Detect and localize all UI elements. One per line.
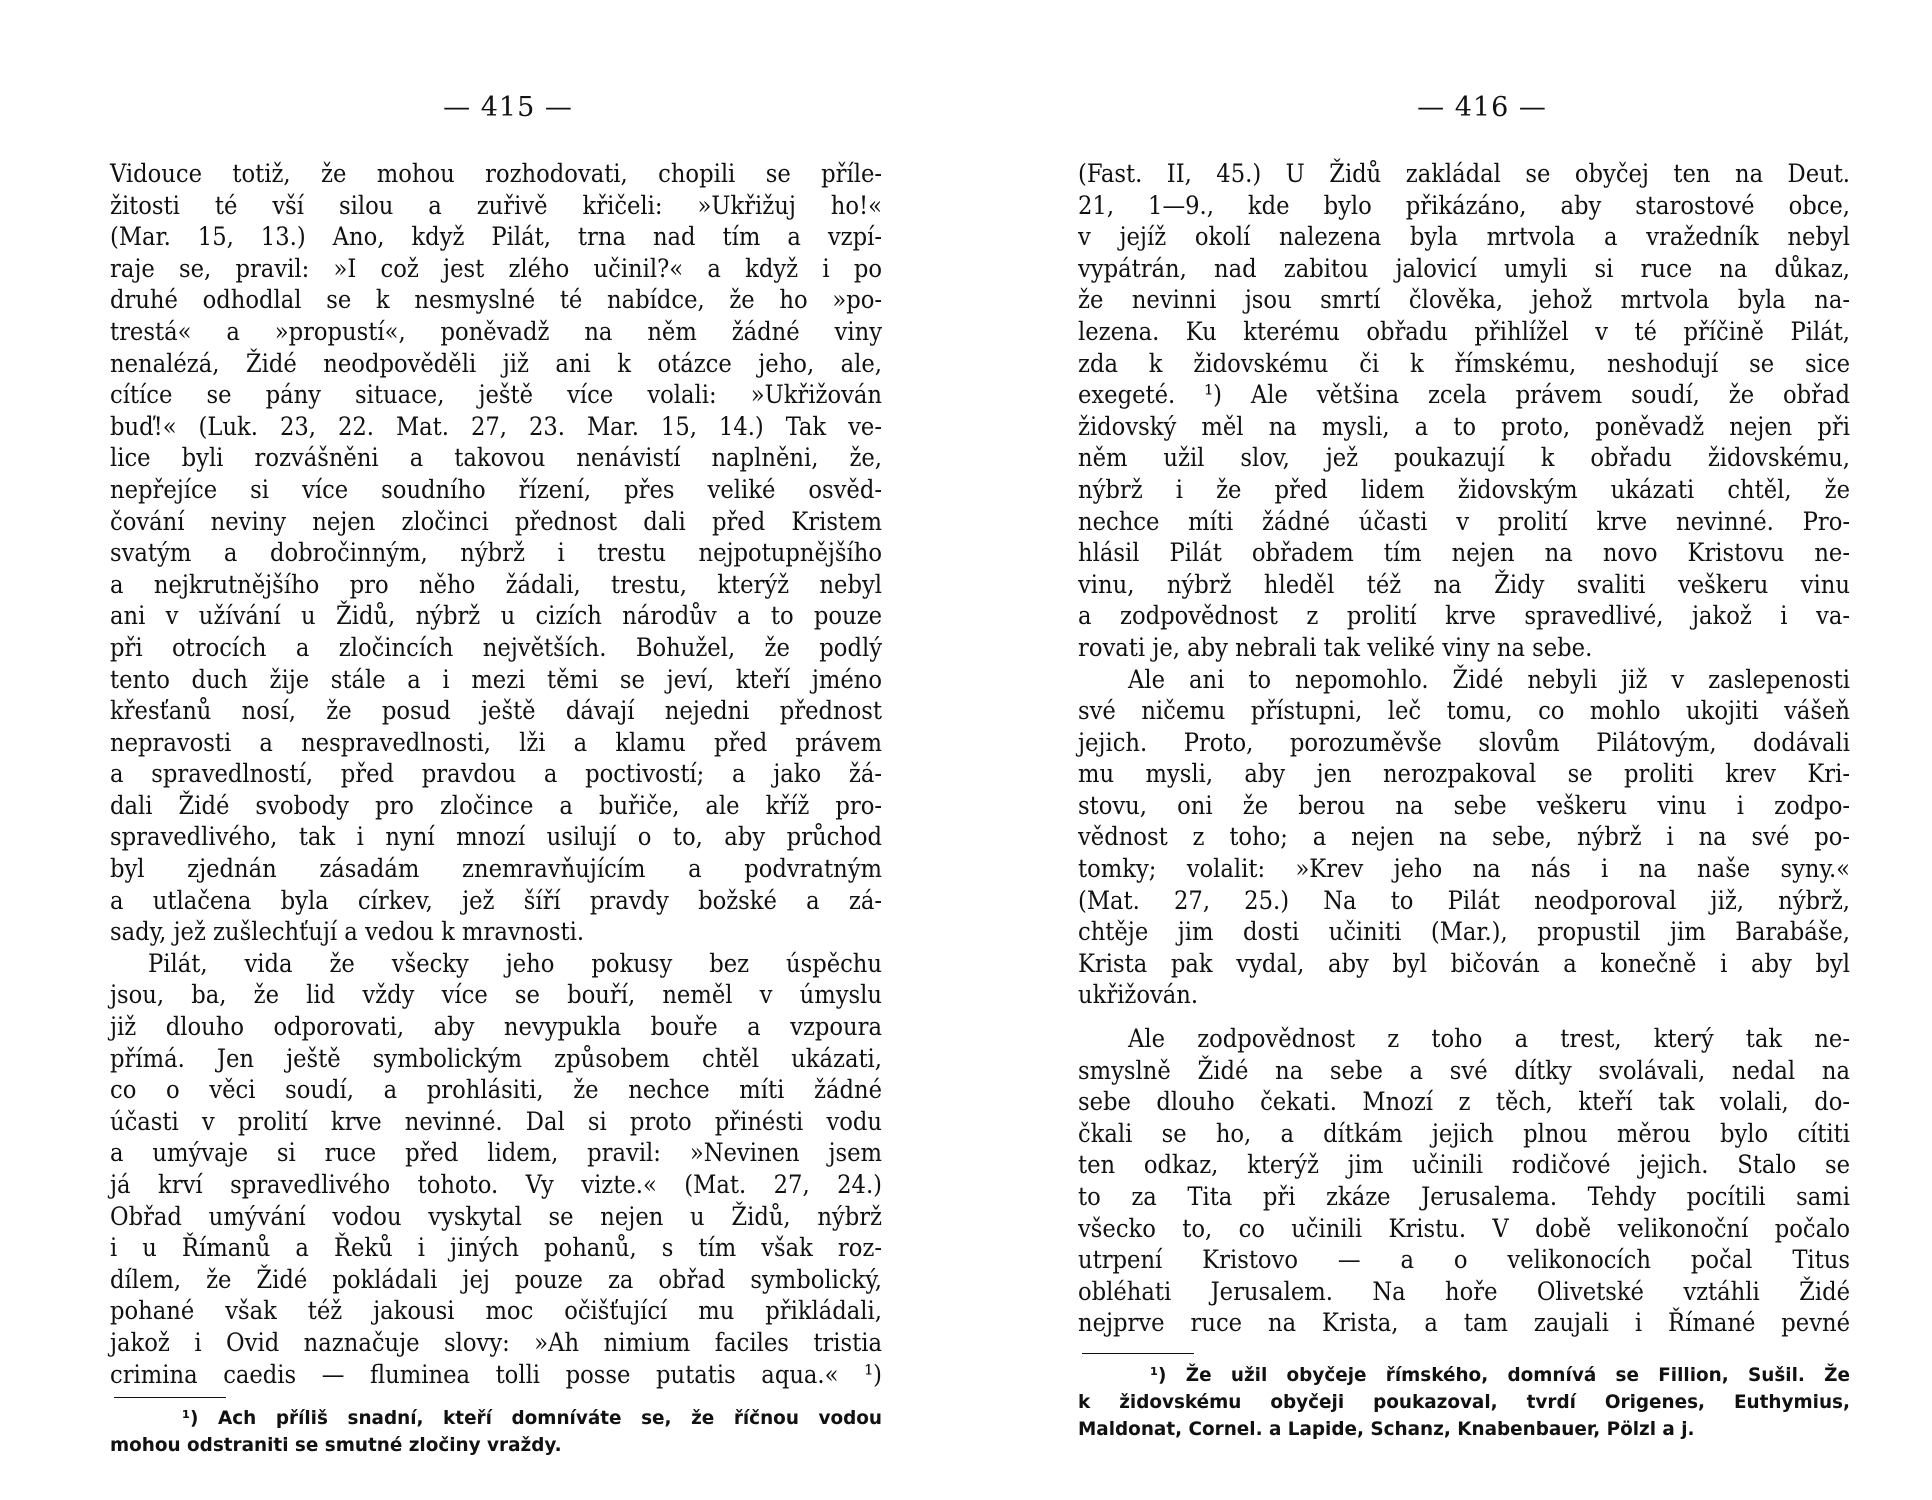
text-line: mu mysli, aby jen nerozpakoval se proliti krev Kri- [1078,759,1850,789]
text-line: a zodpovědnost z prolití krve spravedlivé, jakož i va- [1078,601,1850,631]
text-line: žitosti té vší silou a zuřivě křičeli: »Ukřižuj ho!« [110,190,882,220]
text-line: vypátrán, nad zabitou jalovicí umyli si ruce na důkaz, [1078,253,1850,283]
text-line: dílem, že Židé pokládali jej pouze za obřad symbolický, [110,1264,882,1294]
text-line: jsou, ba, že lid vždy více se bouří, neměl v úmyslu [110,980,882,1010]
text-line: chtěje jim dosti učiniti (Mar.), propustil jim Barabáše, [1078,917,1850,947]
text-line: druhé odhodlal se k nesmyslné té nabídce, že ho »po- [110,285,882,315]
text-line: obléhati Jerusalem. Na hoře Olivetské vztáhli Židé [1078,1276,1850,1306]
text-line: čkali se ho, a dítkám jejich plnou měrou bylo cítiti [1078,1118,1850,1148]
text-line: všecko to, co učinili Kristu. V době velikonoční počalo [1078,1213,1850,1243]
body-text [1078,158,1850,1339]
text-line: Ale zodpovědnost z toho a trest, který tak ne- [1128,1024,1850,1054]
text-line: vědnost z toho; a nejen na sebe, nýbrž i na své po- [1078,822,1850,852]
text-line: (Mat. 27, 25.) Na to Pilát neodporoval již, nýbrž, [1078,885,1850,915]
text-line: i u Římanů a Řeků i jiných pohanů, s tím však roz- [110,1233,882,1263]
text-line: stovu, oni že berou na sebe veškeru vinu i zodpo- [1078,790,1850,820]
footnote [1078,1362,1850,1443]
text-line: své ničemu přístupni, leč tomu, co mohlo ukojiti vášeň [1078,696,1850,726]
text-line: nepřejíce si více soudního řízení, přes veliké osvěd- [110,474,882,504]
footnote-line: mohou odstraniti se smutné zločiny vraždy. [110,1435,562,1456]
text-line: zda k židovskému či k římskému, neshodují se sice [1078,348,1850,378]
text-line: účasti v prolití krve nevinné. Dal si proto přinésti vodu [110,1106,882,1136]
text-line: ten odkaz, kterýž jim učinili rodičové jejich. Stalo se [1078,1150,1850,1180]
footnote-line: k židovskému obyčeji poukazoval, tvrdí Origenes, Euthymius, [1078,1392,1850,1413]
text-line: Ale ani to nepomohlo. Židé nebyli již v zaslepenosti [1128,664,1850,694]
text-line: spravedlivého, tak i nyní mnozí usilují o to, aby průchod [110,822,882,852]
text-line: Obřad umývání vodou vyskytal se nejen u Židů, nýbrž [110,1201,882,1231]
text-line: utrpení Kristovo — a o velikonocích počal Titus [1078,1245,1850,1275]
text-line: (Mar. 15, 13.) Ano, když Pilát, trna nad tím a vzpí- [110,222,882,252]
text-line: tento duch žije stále a i mezi těmi se jeví, kteří jméno [110,664,882,694]
text-line: a utlačena byla církev, jež šíří pravdy božské a zá- [110,885,882,915]
text-line: Krista pak vydal, aby byl bičován a konečně i aby byl [1078,948,1850,978]
text-line: a umývaje si ruce před lidem, pravil: »Nevinen jsem [110,1138,882,1168]
footnote-line: ¹) Že užil obyčeje římského, domnívá se Fillion, Sušil. Že [1150,1365,1850,1386]
text-line: že nevinni jsou smrtí člověka, jehož mrtvola byla na- [1078,285,1850,315]
text-line: v jejíž okolí nalezena byla mrtvola a vražedník nebyl [1078,222,1850,252]
text-line: sady, jež zušlechťují a vedou k mravnosti. [110,917,585,947]
text-line: nýbrž i že před lidem židovským ukázati chtěl, že [1078,474,1850,504]
text-line: rovati je, aby nebrali tak veliké viny na sebe. [1078,632,1593,662]
text-line: lezena. Ku kterému obřadu přihlížel v té příčině Pilát, [1078,316,1850,346]
text-line: to za Tita při zkáze Jerusalema. Tehdy pocítili sami [1078,1182,1850,1211]
text-line: a spravedlností, před pravdou a poctivostí; a jako žá- [110,759,882,789]
text-line: lice byli rozvášněni a takovou nenávistí naplněni, že, [110,443,882,473]
text-line: nechce míti žádné účasti v prolití krve nevinné. Pro- [1078,506,1850,536]
text-line: křesťanů nosí, že posud ještě dávají nejedni přednost [110,696,882,726]
text-line: raje se, pravil: »I což jest zlého učinil?« a když i po [110,253,882,283]
footnote-rule [114,1397,226,1398]
text-line: já krví spravedlivého tohoto. Vy vizte.« (Mat. 27, 24.) [110,1170,882,1199]
text-line: trestá« a »propustí«, poněvadž na něm žádné viny [110,316,882,346]
text-line: vinu, nýbrž hleděl též na Židy svaliti veškeru vinu [1078,569,1850,599]
text-line: přímá. Jen ještě symbolickým způsobem chtěl ukázati, [110,1043,882,1073]
text-line: již dlouho odporovati, aby nevypukla bouře a vzpoura [110,1012,882,1042]
text-line: jakož i Ovid naznačuje slovy: »Ah nimium faciles tristia [110,1327,882,1357]
text-line: čování neviny nejen zločinci přednost dali před Kristem [110,506,882,536]
text-line: (Fast. II, 45.) U Židů zakládal se obyčej ten na Deut. [1078,159,1850,188]
text-line: ukřižován. [1078,980,1199,1010]
text-line: cítíce se pány situace, ještě více volali: »Ukřižován [110,380,882,410]
text-line: exegeté. ¹) Ale většina zcela právem soudí, že obřad [1078,380,1850,410]
text-line: nejprve ruce na Krista, a tam zaujali i Římané pevné [1078,1308,1850,1338]
text-line: dali Židé svobody pro zločince a buřiče, ale kříž pro- [110,790,882,820]
footnote [110,1405,882,1459]
footnote-line: Maldonat, Cornel. a Lapide, Schanz, Knabenbauer, Pölzl a j. [1078,1419,1695,1440]
text-line: crimina caedis — fluminea tolli posse putatis aqua.« ¹) [110,1359,882,1389]
page-number: — 415 — [443,92,573,123]
right-page [1078,0,1850,1500]
text-line: smyslně Židé na sebe a své dítky svolávali, nedal na [1078,1055,1850,1085]
text-line: při otrocích a zločincích největších. Bohužel, že podlý [110,632,882,662]
text-line: 21, 1—9., kde bylo přikázáno, aby starostové obce, [1078,190,1850,220]
text-line: nepravosti a nespravedlnosti, lži a klamu před právem [110,727,882,757]
page-number: — 416 — [1417,92,1547,123]
text-line: svatým a dobročinným, nýbrž i trestu nejpotupnějšího [110,538,882,568]
text-line: jejich. Proto, porozuměvše slovům Pilátovým, dodávali [1078,727,1850,757]
text-line: Pilát, vida že všecky jeho pokusy bez úspěchu [148,948,882,978]
text-line: nenalézá, Židé neodpověděli již ani k otázce jeho, ale, [110,348,882,378]
text-line: tomky; volalit: »Krev jeho na nás i na naše syny.« [1078,854,1850,884]
left-page [110,0,882,1500]
footnote-line: ¹) Ach příliš snadní, kteří domníváte se, že říčnou vodou [182,1408,882,1429]
text-line: pohané však též jakousi moc očišťující mu přikládali, [110,1296,882,1326]
text-line: a nejkrutnějšího pro něho žádali, trestu, kterýž nebyl [110,569,882,599]
text-line: židovský měl na mysli, a to proto, poněvadž nejen při [1078,411,1850,441]
text-line: hlásil Pilát obřadem tím nejen na novo Kristovu ne- [1078,538,1850,568]
paragraph-gap [1078,1011,1850,1023]
text-line: něm užil slov, jež poukazují k obřadu židovskému, [1078,443,1850,473]
text-line: co o věci soudí, a prohlásiti, že nechce míti žádné [110,1075,882,1105]
text-line: buď!« (Luk. 23, 22. Mat. 27, 23. Mar. 15, 14.) Tak ve- [110,411,882,441]
text-line: sebe dlouho čekati. Mnozí z těch, kteří tak volali, do- [1078,1087,1850,1117]
footnote-rule [1082,1353,1194,1354]
text-line: ani v užívání u Židů, nýbrž u cizích národův a to pouze [110,601,882,631]
text-line: Vidouce totiž, že mohou rozhodovati, chopili se příle- [110,159,882,188]
text-line: byl zjednán zásadám znemravňujícím a podvratným [110,854,882,884]
body-text [110,158,882,1390]
